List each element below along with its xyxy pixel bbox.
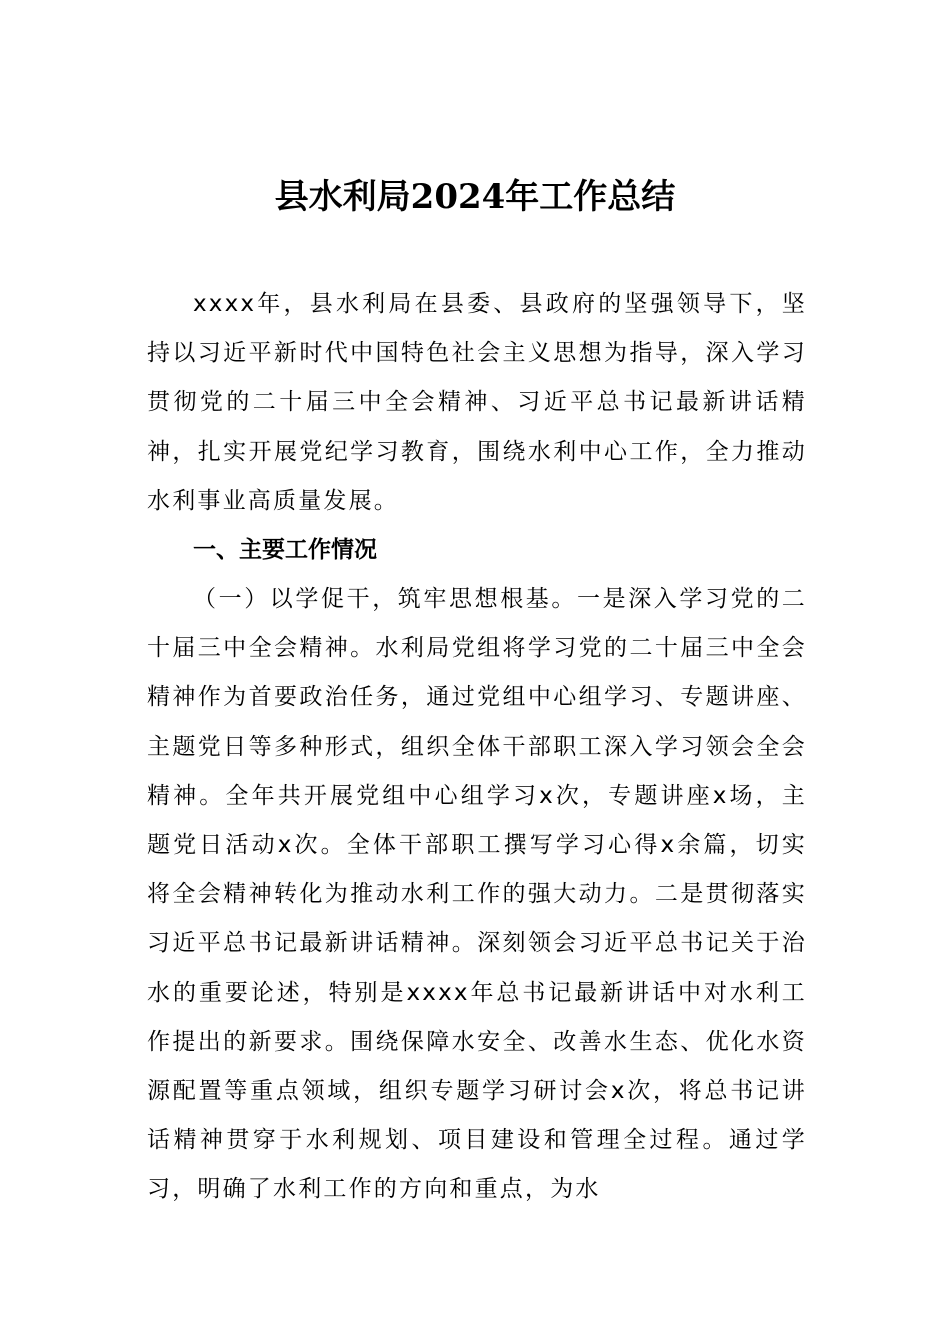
document-title: 县水利局2024年工作总结 xyxy=(274,177,676,217)
section-heading-main-work: 一、主要工作情况 xyxy=(193,537,377,563)
intro-paragraph: xxxx年，县水利局在县委、县政府的坚强领导下，坚持以习近平新时代中国特色社会主义思想为指导，深入学习贯彻党的二十届三中全会精神、习近平总书记最新讲话精神，扎实开展党纪学习教育，围绕水利中心工作，全力推动水利事业高质量发展。 xyxy=(147,291,807,514)
section-paragraph-study: （一）以学促干，筑牢思想根基。一是深入学习党的二十届三中全会精神。水利局党组将学习党的二十届三中全会精神作为首要政治任务，通过党组中心组学习、专题讲座、主题党日等多种形式，组织全体干部职工深入学习领会全会精神。全年共开展党组中心组学习x次，专题讲座x场，主题党日活动x次。全体干部职工撰写学习心得x余篇，切实将全会精神转化为推动水利工作的强大动力。二是贯彻落实习近平总书记最新讲话精神。深刻领会习近平总书记关于治水的重要论述，特别是xxxx年总书记最新讲话中对水利工作提出的新要求。围绕保障水安全、改善水生态、优化水资源配置等重点领域，组织专题学习研讨会x次，将总书记讲话精神贯穿于水利规划、项目建设和管理全过程。通过学习，明确了水利工作的方向和重点，为水 xyxy=(147,586,807,1203)
